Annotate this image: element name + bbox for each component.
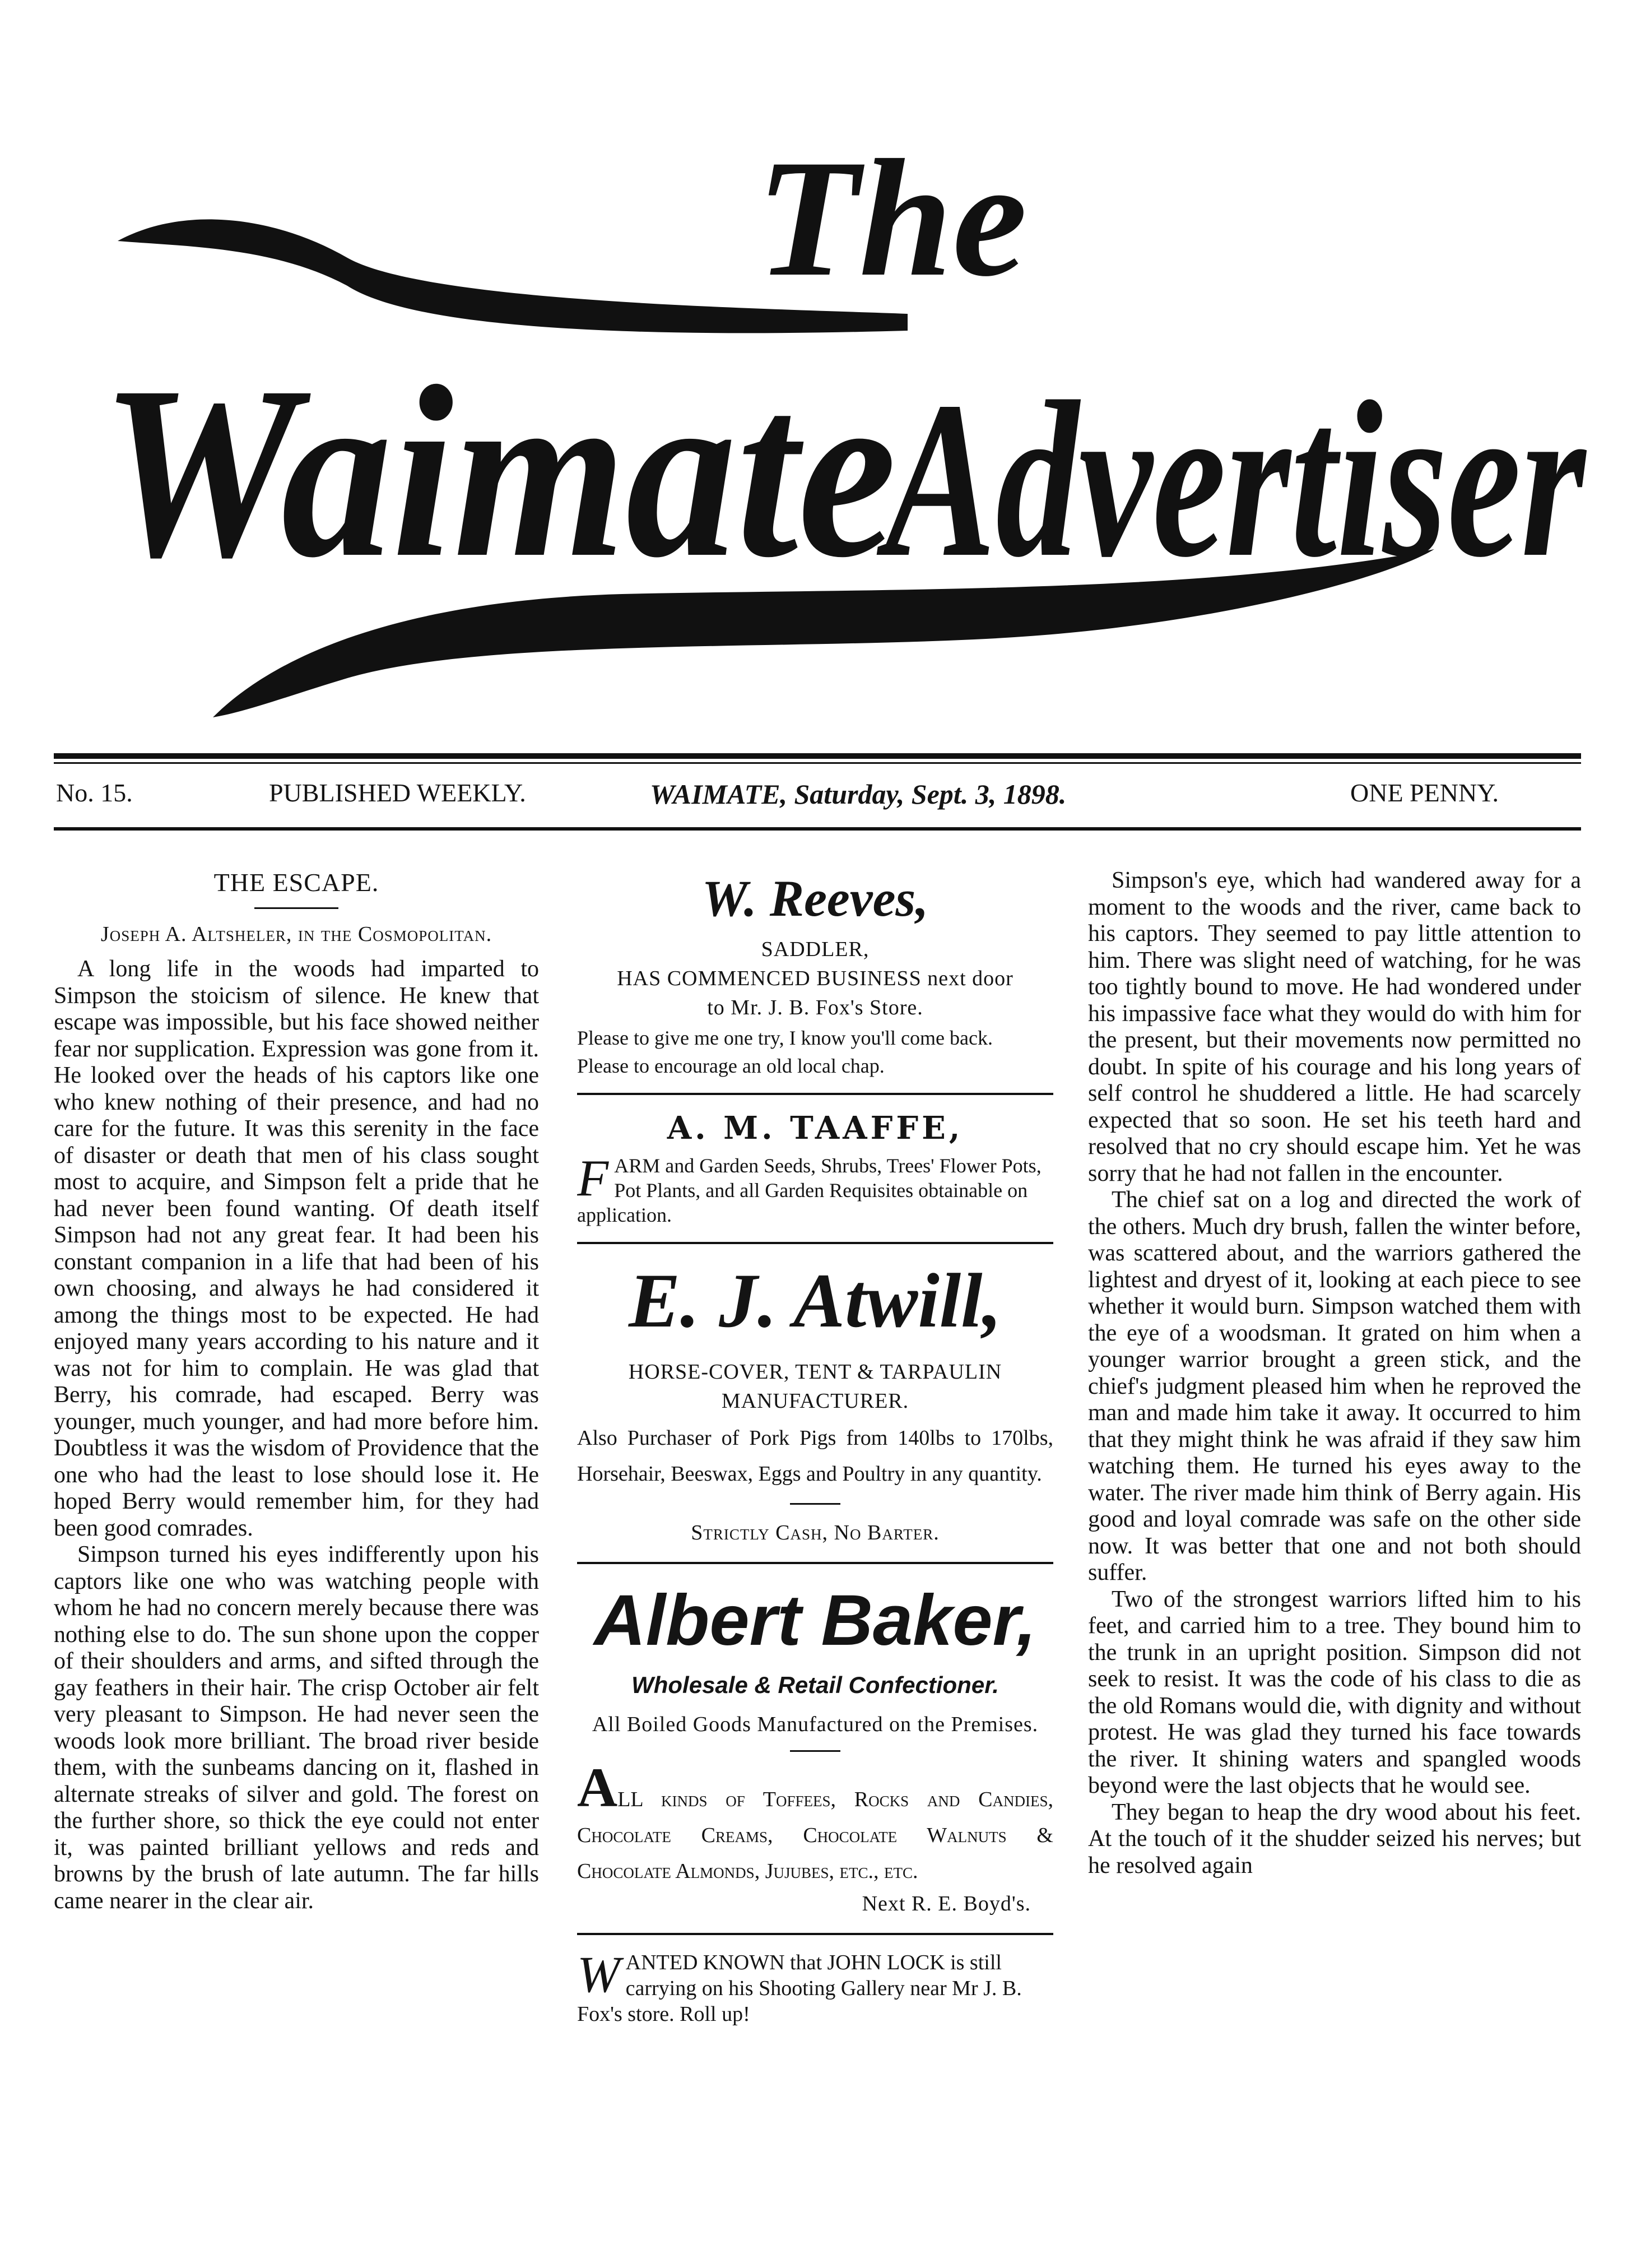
dateline [56, 778, 1580, 817]
place-and-date: WAIMATE, Saturday, Sept. 3, 1898. [650, 778, 1067, 810]
column-3 [1088, 868, 1581, 2234]
ad-reeves-line1: HAS COMMENCED BUSINESS next door [617, 967, 1014, 990]
ad-baker-line1: All Boiled Goods Manufactured on the Premises. [592, 1713, 1039, 1736]
publication-frequency: PUBLISHED WEEKLY. [269, 778, 526, 807]
ad-baker-body: LL kinds of Toffees, Rocks and Candies, Chocolate Creams, Chocolate Walnuts & Chocolate Almonds, Jujubes, etc., etc. [577, 1788, 1053, 1883]
price: ONE PENNY. [1350, 778, 1499, 807]
ad-baker-rule [790, 1750, 840, 1752]
ad-baker-dropcap: A [577, 1756, 618, 1819]
ad-atwill-rule [790, 1503, 840, 1505]
ad-lock-body: ANTED KNOWN that JOHN LOCK is still carrying on his Shooting Gallery near Mr J. B. Fox's store. Roll up! [577, 1951, 1022, 2026]
issue-number: No. 15. [56, 778, 133, 807]
masthead-waimate: Waimate [101, 336, 896, 609]
ad-taaffe-name: A. M. TAAFFE, [667, 1110, 964, 1147]
ad-lock-dropcap: W [577, 1946, 620, 2003]
ad-atwill-trade1: HORSE-COVER, TENT & TARPAULIN [628, 1360, 1002, 1384]
masthead-advertiser: Advertiser [875, 355, 1589, 604]
ad-atwill-name: E. J. Atwill, [629, 1258, 1002, 1343]
ad-reeves-line3: Please to give me one try, I know you'll come back. [577, 1027, 993, 1049]
story-paragraph: Simpson turned his eyes indifferently upon his captors like one who was watching people with whom he had no concern merely because there was nothing else to do. The sun shone upon the copper of their shoulders and arms, and sifted through the gay feathers in their hair. The crisp October air felt very pleasant to Simpson. He had never seen the woods look more brilliant. The broad river beside them, with the sunbeams dancing on it, flashed in alternate streaks of silver and gold. The forest on the further shore, so thick the eye could not enter it, was painted brilliant yellows and reds and browns by the brush of late autumn. The far hills came nearer in the clear air. [54, 1542, 539, 1914]
ad-taaffe-body: ARM and Garden Seeds, Shrubs, Trees' Flower Pots, Pot Plants, and all Garden Requisites obtainable on application. [577, 1154, 1042, 1226]
masthead-the: The [756, 125, 1028, 311]
ad-baker [577, 1579, 1053, 1918]
ad-reeves [577, 868, 1053, 1078]
story-title: THE ESCAPE. [213, 868, 379, 897]
rule-under-dateline [54, 827, 1581, 831]
ad-atwill [577, 1259, 1053, 1547]
column-1 [54, 868, 539, 2234]
story-paragraph: The chief sat on a log and directed the work of the others. Much dry brush, fallen the winter before, was scattered about, and the warriors gathered the lightest and dryest of it, looking at each piece to see whether it would burn. Simpson watched them with the eye of a woodsman. It grated on him when a younger warrior brought a green stick, and the chief's judgment pleased him when he reproved the man and made him take it away. It occurred to him that they might think he was afraid if they saw him watching them. He turned his eyes away to the water. The river made him think of Berry again. His good and loyal comrade was safe on the other side now. It was better that one and not both should suffer. [1088, 1187, 1581, 1585]
story-paragraph: A long life in the woods had imparted to Simpson the stoicism of silence. He knew that escape was impossible, but his face showed neither fear nor supplication. Expression was gone from it. He looked over the heads of his captors like one who knew nothing of their presence, and had no care for the future. It was this serenity in the face of disaster or death that men of his class sought most to acquire, and Simpson felt a pride that he had never been found wanting. Of death itself Simpson had not any great fear. It had been his constant companion in a life that had been of his own choosing, and always he had considered it among the things most to be expected. He had enjoyed many years according to his nature and it was not for him to complain. He was glad that Berry, his comrade, had escaped. Berry was younger, much younger, and had more before him. Doubtless it was the wisdom of Providence that the one who had the least to lose should lose it. He hoped Berry would remember him, for they had been good comrades. [54, 956, 539, 1541]
ad-lock-text [577, 1946, 1053, 2027]
ad-baker-location: Next R. E. Boyd's. [862, 1892, 1031, 1915]
column-2-advertisements [577, 868, 1053, 2234]
ad-reeves-trade: SADDLER, [761, 938, 870, 961]
ad-baker-trade: Wholesale & Retail Confectioner. [631, 1672, 999, 1698]
masthead-title-graphic [34, 73, 1602, 734]
ad-reeves-name: W. Reeves, [701, 870, 929, 927]
story-byline: Joseph A. Altsheler, in the Cosmopolitan. [100, 922, 492, 946]
story-paragraph: They began to heap the dry wood about his feet. At the touch of it the shudder seized his nerves; but he resolved again [1088, 1799, 1581, 1879]
ad-atwill-trade2: MANUFACTURER. [721, 1389, 909, 1413]
story-paragraph: Simpson's eye, which had wandered away for a moment to the woods and the river, came back to his captors. They seemed to pay little attention to him. There was slight need of watching, for he was too tightly bound to move. He had wondered under his impassive face what they would do with him for the present, but their movements now permitted no doubt. In spite of his courage and his long years of self control he shuddered a little. He had scarcely expected that so soon. He set his teeth hard and resolved that no cry should escape him. Yet he was sorry that he had not fallen in the encounter. [1088, 868, 1581, 1186]
ad-atwill-terms: Strictly Cash, No Barter. [691, 1521, 940, 1545]
ad-reeves-line2: to Mr. J. B. Fox's Store. [707, 996, 923, 1019]
ad-separator [577, 1562, 1053, 1564]
ad-taaffe-text [577, 1149, 1053, 1227]
ad-atwill-text: Also Purchaser of Pork Pigs from 140lbs to 170lbs, Horsehair, Beeswax, Eggs and Poultry in any quantity. [577, 1426, 1053, 1486]
rule-top-thin [54, 762, 1581, 764]
ad-reeves-line4: Please to encourage an old local chap. [577, 1055, 885, 1077]
ad-baker-name: Albert Baker, [594, 1580, 1036, 1661]
ad-taaffe [577, 1110, 1053, 1227]
title-rule [254, 907, 338, 909]
rule-top-thick [54, 753, 1581, 759]
masthead [34, 73, 1602, 734]
ad-separator [577, 1933, 1053, 1935]
ad-lock [577, 1946, 1053, 2027]
ad-baker-text [577, 1756, 1053, 1889]
story-paragraph: Two of the strongest warriors lifted him to his feet, and carried him to a tree. They bound him to the trunk in an upright position. Simpson did not seek to resist. It was the code of his class to die as the old Romans would die, with dignity and without protest. He was glad they turned his face towards the river. It shining waters and spangled woods beyond were the last objects that he would see. [1088, 1586, 1581, 1798]
ad-separator [577, 1242, 1053, 1244]
ad-separator [577, 1093, 1053, 1095]
ad-taaffe-dropcap: F [577, 1149, 609, 1207]
